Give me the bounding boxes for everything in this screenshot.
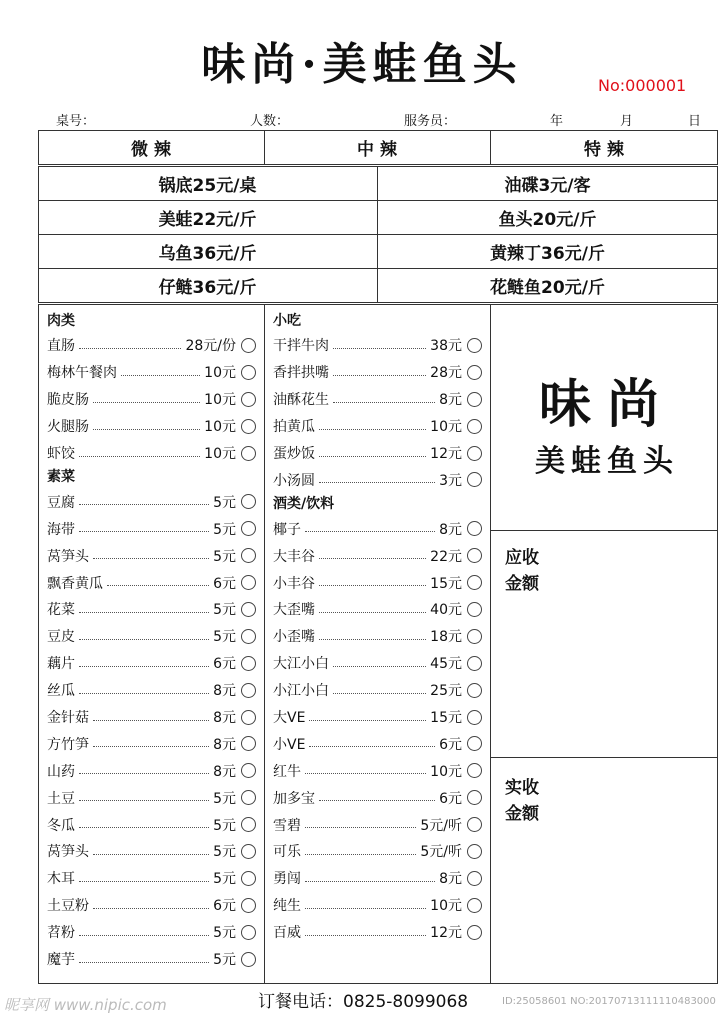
dotted-leader	[79, 935, 209, 936]
select-circle-icon[interactable]	[467, 656, 482, 671]
menu-item[interactable]	[39, 865, 264, 892]
menu-item-name: 豆腐	[47, 494, 75, 511]
select-circle-icon[interactable]	[241, 365, 256, 380]
menu-item-price: 25元	[430, 683, 462, 700]
menu-item-name: 拍黄瓜	[273, 419, 315, 436]
year-label: 年	[550, 114, 564, 129]
menu-item-price: 5元	[213, 952, 236, 969]
menu-item-price: 12元	[430, 446, 462, 462]
dotted-leader	[333, 402, 435, 403]
menu-item[interactable]	[265, 865, 490, 892]
menu-item-name: 脆皮肠	[47, 392, 89, 409]
order-phone: 订餐电话：0825-8099068	[258, 992, 469, 1012]
menu-item[interactable]	[265, 542, 490, 569]
menu-item[interactable]	[265, 838, 490, 865]
menu-item-name: 方竹笋	[47, 736, 89, 753]
menu-item-name: 小丰谷	[273, 575, 315, 592]
menu-item[interactable]	[39, 623, 264, 650]
menu-item[interactable]	[39, 838, 264, 865]
menu-item-name: 花菜	[47, 602, 75, 619]
select-circle-icon[interactable]	[467, 446, 482, 461]
dotted-leader	[79, 962, 209, 963]
menu-item-price: 38元	[430, 338, 462, 355]
menu-item[interactable]	[39, 946, 264, 973]
menu-item[interactable]	[39, 919, 264, 946]
select-circle-icon[interactable]	[241, 338, 256, 353]
menu-item[interactable]	[265, 919, 490, 946]
watermark-left: 昵享网 www.nipic.com	[4, 996, 167, 1014]
dotted-leader	[305, 773, 426, 774]
dotted-leader	[93, 429, 200, 430]
menu-item-name: 金针菇	[47, 710, 89, 727]
menu-item-name: 魔芋	[47, 952, 75, 969]
menu-item-price: 28元	[430, 365, 462, 382]
menu-item-name: 香拌拱嘴	[273, 365, 329, 382]
dotted-leader	[319, 456, 426, 457]
dotted-leader	[93, 402, 200, 403]
select-circle-icon[interactable]	[467, 710, 482, 725]
amount-due-label	[505, 545, 539, 597]
menu-item[interactable]	[265, 413, 490, 440]
dotted-leader	[333, 348, 426, 349]
select-circle-icon[interactable]	[241, 736, 256, 751]
menu-item-price: 6元	[213, 575, 236, 592]
dotted-leader	[79, 693, 209, 694]
menu-item-name: 红牛	[273, 763, 301, 780]
menu-item-price: 8元	[213, 710, 236, 727]
select-circle-icon[interactable]	[241, 521, 256, 536]
menu-item[interactable]	[265, 386, 490, 413]
dotted-leader	[107, 585, 209, 586]
menu-item-name: 飘香黄瓜	[47, 575, 103, 592]
select-circle-icon[interactable]	[467, 521, 482, 536]
menu-item[interactable]	[39, 569, 264, 596]
menu-item-name: 藕片	[47, 656, 75, 673]
menu-column-meat-veg	[39, 310, 264, 972]
menu-item-price: 15元	[430, 710, 462, 727]
menu-item-price: 45元	[430, 656, 462, 673]
select-circle-icon[interactable]	[467, 392, 482, 407]
menu-item[interactable]	[39, 650, 264, 677]
menu-item-name: 大江小白	[273, 656, 329, 673]
select-circle-icon[interactable]	[467, 338, 482, 353]
menu-item-name: 火腿肠	[47, 419, 89, 436]
menu-item-price: 22元	[430, 548, 462, 565]
menu-item-name: 大歪嘴	[273, 602, 315, 619]
select-circle-icon[interactable]	[467, 925, 482, 940]
select-circle-icon[interactable]	[467, 736, 482, 751]
menu-item[interactable]	[39, 386, 264, 413]
dotted-leader	[333, 666, 426, 667]
menu-item-price: 40元	[430, 602, 462, 619]
menu-item-name: 雪碧	[273, 817, 301, 834]
select-circle-icon[interactable]	[241, 446, 256, 461]
dotted-leader	[319, 429, 426, 430]
price-bighead-carp: 花鲢鱼20元/斤	[490, 278, 605, 298]
month-label: 月	[620, 114, 634, 129]
price-black-fish: 乌鱼36元/斤	[158, 243, 257, 264]
menu-item-price: 6元	[213, 656, 236, 673]
menu-item-price: 8元	[439, 392, 462, 409]
select-circle-icon[interactable]	[467, 683, 482, 698]
select-circle-icon[interactable]	[241, 790, 256, 805]
menu-item-name: 冬瓜	[47, 817, 75, 834]
menu-item-name: 小汤圆	[273, 472, 315, 489]
dotted-leader	[79, 504, 209, 505]
select-circle-icon[interactable]	[467, 365, 482, 380]
select-circle-icon[interactable]	[241, 602, 256, 617]
select-circle-icon[interactable]	[241, 575, 256, 590]
menu-item[interactable]	[265, 623, 490, 650]
dotted-leader	[333, 693, 426, 694]
watermark-right: ID:25058601 NO:20170713111110483000	[502, 996, 716, 1007]
menu-item-price: 6元	[439, 736, 462, 753]
menu-item-price: 6元	[439, 790, 462, 807]
menu-item-price: 8元	[213, 763, 236, 780]
menu-item[interactable]	[265, 515, 490, 542]
menu-item-price: 15元	[430, 575, 462, 592]
dotted-leader	[305, 935, 426, 936]
dotted-leader	[79, 800, 209, 801]
menu-item[interactable]	[265, 650, 490, 677]
menu-item[interactable]	[39, 542, 264, 569]
select-circle-icon[interactable]	[241, 419, 256, 434]
menu-item-name: 梅林午餐肉	[47, 365, 117, 382]
price-pot-base: 锅底25元/桌	[158, 175, 257, 196]
meat-category-title: 肉类	[47, 313, 75, 329]
menu-item[interactable]	[265, 757, 490, 784]
dotted-leader	[319, 800, 435, 801]
menu-item-name: 小歪嘴	[273, 629, 315, 646]
menu-item-price: 5元	[213, 494, 236, 511]
menu-item[interactable]	[265, 440, 490, 467]
menu-item-price: 10元	[430, 419, 462, 436]
menu-item-price: 12元	[430, 925, 462, 942]
price-oil-dish: 油碟3元/客	[504, 175, 591, 196]
select-circle-icon[interactable]	[241, 392, 256, 407]
menu-item-name: 蛋炒饭	[273, 446, 315, 462]
menu-item-price: 5元	[213, 925, 236, 942]
dotted-leader	[93, 746, 209, 747]
dotted-leader	[319, 585, 426, 586]
menu-item[interactable]	[265, 596, 490, 623]
logo-main: 味尚	[538, 374, 675, 435]
menu-item-name: 干拌牛肉	[273, 338, 329, 355]
menu-item-price: 8元	[439, 871, 462, 888]
menu-item-name: 直肠	[47, 338, 75, 355]
dotted-leader	[333, 375, 426, 376]
price-frog: 美蛙22元/斤	[158, 209, 257, 230]
order-number: No:000001	[598, 76, 687, 95]
menu-item-price: 5元	[213, 629, 236, 646]
select-circle-icon[interactable]	[467, 871, 482, 886]
menu-item-price: 5元/听	[420, 844, 462, 861]
menu-item-price: 28元/份	[185, 338, 236, 355]
menu-item[interactable]	[39, 440, 264, 467]
select-circle-icon[interactable]	[241, 629, 256, 644]
dotted-leader	[305, 827, 416, 828]
menu-item-name: 木耳	[47, 871, 75, 888]
menu-item[interactable]	[39, 515, 264, 542]
menu-item-name: 可乐	[273, 844, 301, 861]
menu-item-price: 5元	[213, 844, 236, 861]
menu-item-name: 丝瓜	[47, 683, 75, 700]
spice-hot[interactable]: 特 辣	[584, 140, 624, 160]
dotted-leader	[79, 827, 209, 828]
select-circle-icon[interactable]	[467, 763, 482, 778]
amount-paid-label	[505, 775, 539, 827]
people-label: 人数：	[250, 114, 290, 129]
menu-item[interactable]	[265, 811, 490, 838]
select-circle-icon[interactable]	[467, 790, 482, 805]
menu-item[interactable]	[39, 413, 264, 440]
menu-item-name: 勇闯	[273, 871, 301, 888]
price-young-silver-carp: 仔鲢36元/斤	[158, 278, 257, 298]
menu-item-name: 大VE	[273, 710, 306, 727]
amount-due-line1: 应收	[505, 548, 539, 568]
select-circle-icon[interactable]	[241, 763, 256, 778]
price-yellow-catfish: 黄辣丁36元/斤	[490, 243, 605, 264]
select-circle-icon[interactable]	[241, 548, 256, 563]
menu-item[interactable]	[39, 677, 264, 704]
dotted-leader	[93, 558, 209, 559]
select-circle-icon[interactable]	[241, 817, 256, 832]
waiter-label: 服务员：	[404, 114, 457, 129]
select-circle-icon[interactable]	[241, 952, 256, 967]
menu-item-name: 莴笋头	[47, 548, 89, 565]
dotted-leader	[305, 908, 426, 909]
menu-item[interactable]	[265, 784, 490, 811]
dotted-leader	[319, 639, 426, 640]
menu-item[interactable]	[265, 332, 490, 359]
price-fish-head: 鱼头20元/斤	[498, 209, 597, 230]
dotted-leader	[305, 881, 435, 882]
snack-category-title: 小吃	[273, 313, 301, 329]
menu-item-name: 山药	[47, 763, 75, 780]
menu-item-price: 10元	[430, 763, 462, 780]
select-circle-icon[interactable]	[467, 629, 482, 644]
spice-medium[interactable]: 中 辣	[357, 140, 397, 160]
menu-item-name: 莴笋头	[47, 844, 89, 861]
menu-item-name: 纯生	[273, 898, 301, 915]
dotted-leader	[79, 348, 181, 349]
amount-paid-line2: 金额	[505, 804, 539, 824]
menu-item-price: 5元	[213, 871, 236, 888]
menu-item[interactable]	[265, 466, 490, 493]
menu-item-name: 油酥花生	[273, 392, 329, 409]
select-circle-icon[interactable]	[467, 575, 482, 590]
select-circle-icon[interactable]	[241, 710, 256, 725]
menu-item-price: 8元	[439, 521, 462, 538]
menu-item-price: 10元	[204, 365, 236, 382]
logo-sub: 美蛙鱼头	[535, 444, 679, 479]
menu-item[interactable]	[39, 332, 264, 359]
dotted-leader	[309, 746, 435, 747]
spice-mild[interactable]: 微 辣	[131, 140, 171, 160]
amount-paid-line1: 实收	[505, 778, 539, 798]
menu-item-price: 3元	[439, 472, 462, 489]
menu-item[interactable]	[265, 892, 490, 919]
menu-item[interactable]	[39, 757, 264, 784]
select-circle-icon[interactable]	[467, 602, 482, 617]
select-circle-icon[interactable]	[241, 871, 256, 886]
menu-item-name: 百威	[273, 925, 301, 942]
dotted-leader	[93, 854, 209, 855]
menu-item-name: 豆皮	[47, 629, 75, 646]
menu-item[interactable]	[39, 811, 264, 838]
dotted-leader	[79, 881, 209, 882]
select-circle-icon[interactable]	[467, 898, 482, 913]
drink-category-title: 酒类/饮料	[273, 496, 335, 513]
select-circle-icon[interactable]	[241, 898, 256, 913]
menu-item-price: 10元	[204, 446, 236, 462]
menu-item-price: 8元	[213, 683, 236, 700]
menu-item-name: 土豆	[47, 790, 75, 807]
dotted-leader	[79, 612, 209, 613]
menu-item-price: 10元	[430, 898, 462, 915]
menu-item[interactable]	[39, 730, 264, 757]
select-circle-icon[interactable]	[241, 656, 256, 671]
menu-item-price: 5元	[213, 548, 236, 565]
menu-item-name: 苕粉	[47, 925, 75, 942]
amount-due-line2: 金额	[505, 574, 539, 594]
menu-item[interactable]	[39, 596, 264, 623]
veg-category-title: 素菜	[47, 469, 75, 486]
dotted-leader	[319, 482, 435, 483]
menu-item[interactable]	[39, 892, 264, 919]
dotted-leader	[319, 558, 426, 559]
menu-item-price: 5元	[213, 521, 236, 538]
menu-item-name: 椰子	[273, 521, 301, 538]
select-circle-icon[interactable]	[241, 494, 256, 509]
select-circle-icon[interactable]	[467, 844, 482, 859]
dotted-leader	[319, 612, 426, 613]
select-circle-icon[interactable]	[241, 844, 256, 859]
dotted-leader	[93, 720, 209, 721]
menu-item-name: 小江小白	[273, 683, 329, 700]
menu-item-price: 8元	[213, 736, 236, 753]
menu-item-price: 18元	[430, 629, 462, 646]
menu-item-price: 10元	[204, 392, 236, 409]
dotted-leader	[305, 531, 435, 532]
dotted-leader	[121, 375, 200, 376]
menu-item-price: 5元	[213, 790, 236, 807]
menu-item[interactable]	[265, 677, 490, 704]
menu-item-name: 加多宝	[273, 790, 315, 807]
menu-item-name: 小VE	[273, 736, 306, 753]
dotted-leader	[305, 854, 416, 855]
dotted-leader	[79, 531, 209, 532]
dotted-leader	[79, 639, 209, 640]
menu-item-price: 5元/听	[420, 817, 462, 834]
restaurant-title: 味尚·美蛙鱼头	[201, 39, 523, 90]
menu-item[interactable]	[39, 359, 264, 386]
menu-item-name: 土豆粉	[47, 898, 89, 915]
menu-item-price: 10元	[204, 419, 236, 436]
menu-item-price: 5元	[213, 817, 236, 834]
dotted-leader	[93, 908, 209, 909]
dotted-leader	[79, 666, 209, 667]
menu-item[interactable]	[39, 704, 264, 731]
table-label: 桌号：	[56, 114, 96, 129]
select-circle-icon[interactable]	[467, 548, 482, 563]
menu-item[interactable]	[39, 488, 264, 515]
menu-item-price: 6元	[213, 898, 236, 915]
dotted-leader	[309, 720, 426, 721]
select-circle-icon[interactable]	[467, 419, 482, 434]
day-label: 日	[688, 114, 702, 129]
select-circle-icon[interactable]	[241, 925, 256, 940]
menu-item[interactable]	[39, 784, 264, 811]
menu-item[interactable]	[265, 359, 490, 386]
menu-item[interactable]	[265, 569, 490, 596]
menu-column-snack-drink	[265, 310, 490, 946]
menu-item-price: 5元	[213, 602, 236, 619]
select-circle-icon[interactable]	[467, 817, 482, 832]
menu-item-name: 大丰谷	[273, 548, 315, 565]
select-circle-icon[interactable]	[241, 683, 256, 698]
select-circle-icon[interactable]	[467, 472, 482, 487]
dotted-leader	[79, 456, 200, 457]
menu-item[interactable]	[265, 730, 490, 757]
menu-item[interactable]	[265, 704, 490, 731]
menu-item-name: 虾饺	[47, 446, 75, 462]
dotted-leader	[79, 773, 209, 774]
menu-item-name: 海带	[47, 521, 75, 538]
